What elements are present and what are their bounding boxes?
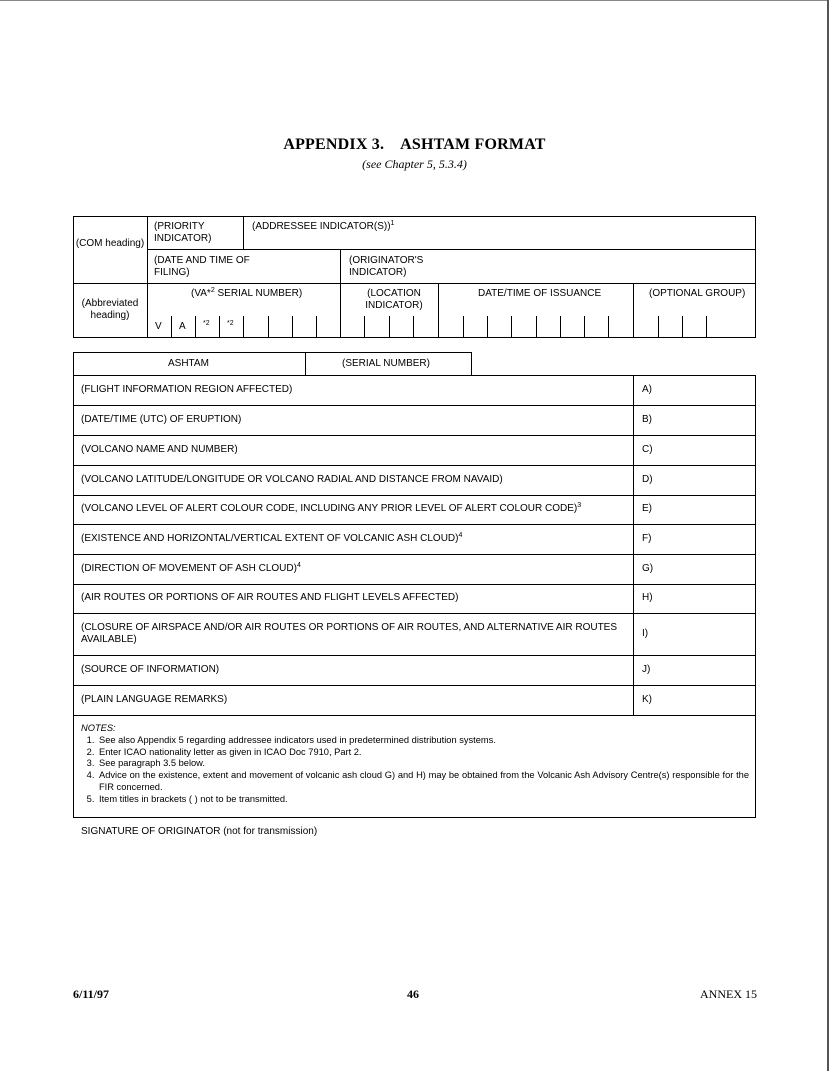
page-subtitle: (see Chapter 5, 5.3.4): [362, 157, 467, 171]
row-divider: [73, 495, 756, 496]
item-e-label: [81, 503, 581, 515]
item-b-label: [81, 414, 241, 426]
header-row2-vdivider: [340, 249, 341, 283]
page-edge-top: [0, 0, 829, 1]
item-e-letter: E): [642, 503, 652, 514]
notes-list: [81, 735, 749, 806]
signature-line: SIGNATURE OF ORIGINATOR (not for transmission): [81, 826, 318, 837]
item-g-letter: G): [642, 563, 654, 574]
header-row3-vdivider-3: [633, 283, 634, 338]
tick: [536, 316, 537, 338]
notes-heading: NOTES:: [81, 723, 116, 733]
tick: [243, 316, 244, 338]
item-h-label: [81, 592, 458, 604]
originator-indicator-label: (ORIGINATOR'S INDICATOR): [349, 255, 424, 278]
addressee-indicators-label: [252, 221, 394, 233]
row-divider: [73, 405, 756, 406]
item-a-letter: A): [642, 384, 652, 395]
char-star-1: *2: [203, 320, 210, 327]
appendix-name: ASHTAM FORMAT: [400, 136, 546, 153]
date-time-filing-label: (DATE AND TIME OF FILING): [154, 255, 250, 278]
row-divider: [73, 465, 756, 466]
item-c-label: [81, 444, 238, 456]
serial-number-label: (SERIAL NUMBER): [342, 358, 430, 369]
tick: [608, 316, 609, 338]
notes-section: [81, 723, 749, 806]
item-k-label: [81, 694, 227, 706]
location-indicator-label: (LOCATION INDICATOR): [365, 288, 423, 311]
item-text: (VOLCANO LATITUDE/LONGITUDE OR VOLCANO RADIAL AND DISTANCE FROM NAVAID): [81, 474, 503, 485]
tick: [658, 316, 659, 338]
item-text: (VOLCANO NAME AND NUMBER): [81, 444, 238, 455]
tick: [584, 316, 585, 338]
item-f-letter: F): [642, 533, 652, 544]
date-time-issuance-label: DATE/TIME OF ISSUANCE: [478, 288, 602, 299]
item-text: (VOLCANO LEVEL OF ALERT COLOUR CODE, INCLUDING ANY PRIOR LEVEL OF ALERT COLOUR CODE): [81, 503, 578, 514]
footer-page-number: 46: [407, 987, 419, 1001]
ashtam-divider: [305, 352, 306, 376]
tick: [389, 316, 390, 338]
optional-group-label: (OPTIONAL GROUP): [649, 288, 746, 299]
note-item: 1. See also Appendix 5 regarding addressee indicators used in predetermined distribution systems.: [97, 735, 749, 747]
note-item: 2. Enter ICAO nationality letter as given in ICAO Doc 7910, Part 2.: [97, 747, 749, 759]
header-row2-divider: [73, 283, 756, 284]
row-divider: [73, 435, 756, 436]
tick: [463, 316, 464, 338]
addressee-footnote: 1: [390, 220, 395, 227]
item-text: (CLOSURE OF AIRSPACE AND/OR AIR ROUTES OR PORTIONS OF AIR ROUTES, AND ALTERNATIVE AIR ROUTES AVAILABLE): [81, 622, 618, 645]
va-serial-rest: SERIAL NUMBER): [214, 288, 303, 299]
row-divider: [73, 584, 756, 585]
header-row1-vdivider: [243, 216, 244, 249]
tick: [292, 316, 293, 338]
item-h-letter: H): [642, 592, 653, 603]
item-c-letter: C): [642, 444, 653, 455]
com-heading-label: (COM heading): [75, 238, 145, 249]
item-text: (FLIGHT INFORMATION REGION AFFECTED): [81, 384, 293, 395]
footer-annex: ANNEX 15: [700, 987, 757, 1001]
header-row1-divider: [147, 249, 756, 250]
note-item: 4. Advice on the existence, extent and movement of volcanic ash cloud G) and H) may be obtained from the Volcanic Ash Advisory Centre(s) responsible for the FIR concerned.: [97, 770, 749, 794]
item-a-label: [81, 384, 292, 396]
item-footnote: 4: [296, 562, 301, 569]
item-footnote: 3: [577, 502, 582, 509]
item-i-label: [81, 622, 633, 646]
footer-date: 6/11/97: [73, 987, 110, 1001]
header-left-divider: [147, 216, 148, 338]
row-divider: [73, 524, 756, 525]
note-item: 5. Item titles in brackets ( ) not to be transmitted.: [97, 794, 749, 806]
page-title: [0, 136, 829, 154]
item-text: (EXISTENCE AND HORIZONTAL/VERTICAL EXTENT OF VOLCANIC ASH CLOUD): [81, 533, 459, 544]
items-letter-divider: [633, 375, 634, 715]
item-footnote: 4: [458, 532, 463, 539]
appendix-number: APPENDIX 3.: [283, 136, 385, 153]
header-row3-vdivider-2: [438, 283, 439, 338]
char-v: V: [155, 321, 162, 332]
item-i-letter: I): [642, 628, 649, 639]
tick: [511, 316, 512, 338]
row-divider: [73, 685, 756, 686]
item-text: (AIR ROUTES OR PORTIONS OF AIR ROUTES AND FLIGHT LEVELS AFFECTED): [81, 592, 459, 603]
addressee-text: (ADDRESSEE INDICATOR(S)): [252, 221, 391, 232]
tick: [219, 316, 220, 338]
tick: [316, 316, 317, 338]
item-j-label: [81, 664, 219, 676]
item-j-letter: J): [642, 664, 651, 675]
va-serial-text: (VA*: [191, 288, 211, 299]
tick: [171, 316, 172, 338]
item-g-label: [81, 563, 301, 575]
tick: [413, 316, 414, 338]
item-text: (PLAIN LANGUAGE REMARKS): [81, 694, 228, 705]
row-divider: [73, 655, 756, 656]
row-divider: [73, 613, 756, 614]
tick: [706, 316, 707, 338]
item-text: (DATE/TIME (UTC) OF ERUPTION): [81, 414, 242, 425]
item-f-label: [81, 533, 462, 545]
tick: [364, 316, 365, 338]
item-k-letter: K): [642, 694, 652, 705]
ashtam-label: ASHTAM: [168, 358, 209, 369]
item-b-letter: B): [642, 414, 652, 425]
item-text: (DIRECTION OF MOVEMENT OF ASH CLOUD): [81, 563, 297, 574]
tick: [560, 316, 561, 338]
tick: [268, 316, 269, 338]
tick: [487, 316, 488, 338]
tick: [682, 316, 683, 338]
char-a: A: [179, 321, 186, 332]
priority-indicator-label: (PRIORITY INDICATOR): [154, 221, 212, 244]
row-divider: [73, 554, 756, 555]
item-text: (SOURCE OF INFORMATION): [81, 664, 220, 675]
note-item: 3. See paragraph 3.5 below.: [97, 758, 749, 770]
header-row3-vdivider-1: [340, 283, 341, 338]
item-d-label: [81, 474, 503, 486]
va-serial-footnote: 2: [210, 287, 215, 294]
tick: [195, 316, 196, 338]
abbreviated-heading-label: (Abbreviated heading): [81, 298, 139, 321]
item-d-letter: D): [642, 474, 653, 485]
va-serial-label: [191, 288, 302, 300]
char-star-2: *2: [227, 320, 234, 327]
row-divider: [73, 715, 756, 716]
